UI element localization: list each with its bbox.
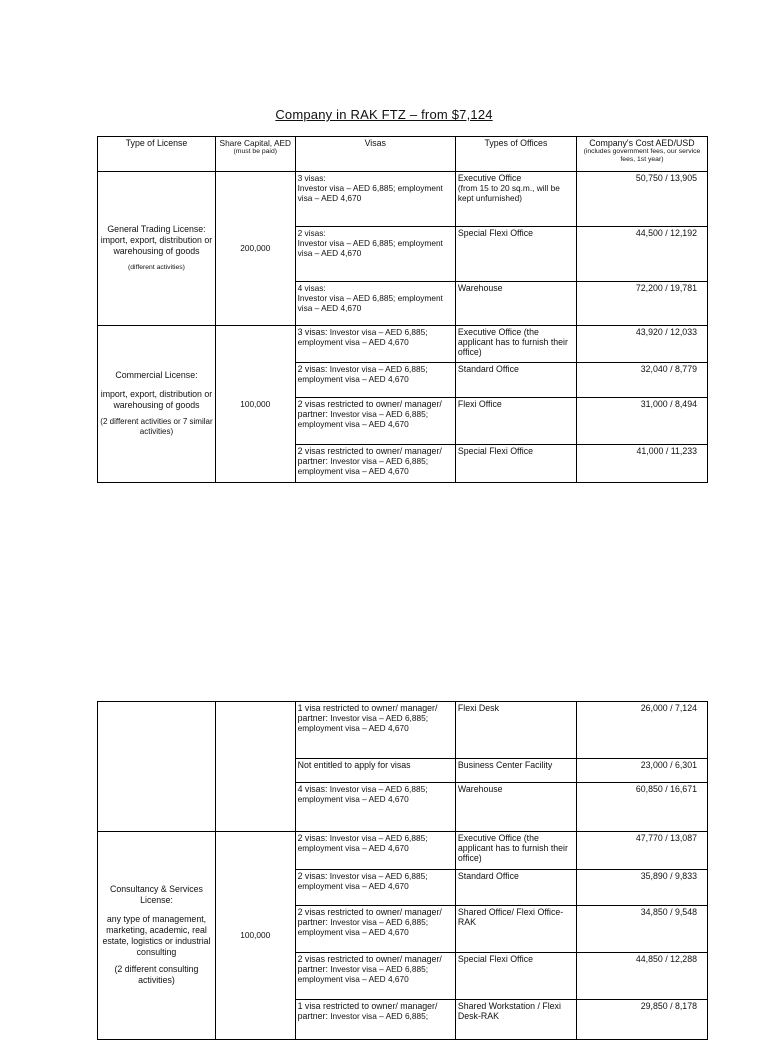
visa-detail: Investor visa – AED 6,885; employment visa – AED 4,670 (297, 293, 443, 313)
license-consultancy-note: (2 different consulting activities) (114, 964, 199, 985)
pricing-table-1 (97, 136, 708, 483)
visa-detail: Investor visa – AED 6,885; employment visa – AED 4,670 (297, 364, 428, 384)
header-cost-note: (includes government fees, our service fees, 1st year) (583, 148, 701, 163)
license-consultancy (98, 832, 216, 1040)
header-share-capital (215, 137, 295, 172)
visa-lead: 2 visas: (297, 364, 328, 374)
visa-detail: Investor visa – AED 6,885; employment visa – AED 4,670 (297, 833, 428, 853)
office-cell (455, 227, 576, 282)
cost-cell: 41,000 / 11,233 (576, 445, 707, 483)
visa-lead: 2 visas restricted to owner/ manager/ partner: (297, 446, 442, 466)
office-cell: Warehouse (455, 783, 576, 832)
office-cell: Flexi Office (455, 398, 576, 445)
license-commercial-note: (2 different activities or 7 similar activities) (100, 417, 213, 436)
share-capital-general-trading: 200,000 (215, 172, 295, 326)
visa-detail: Investor visa – AED 6,885; employment visa – AED 4,670 (297, 784, 428, 804)
visa-cell (295, 783, 455, 832)
header-row (98, 137, 708, 172)
license-consultancy-title: Consultancy & Services License: (110, 884, 203, 905)
visa-lead: 4 visas: (297, 784, 328, 794)
office-cell (455, 282, 576, 326)
visa-cell: Not entitled to apply for visas (295, 759, 455, 783)
office-cell: Special Flexi Office (455, 953, 576, 1000)
share-capital-blank (215, 702, 295, 832)
cost-cell: 50,750 / 13,905 (576, 172, 707, 227)
cost-cell: 35,890 / 9,833 (576, 870, 707, 906)
cost-cell: 29,850 / 8,178 (576, 1000, 707, 1040)
visa-cell (295, 1000, 455, 1040)
visa-cell (295, 832, 455, 870)
cost-cell: 31,000 / 8,494 (576, 398, 707, 445)
visa-lead: 2 visas restricted to owner/ manager/ partner: (297, 907, 442, 927)
cost-cell: 23,000 / 6,301 (576, 759, 707, 783)
header-visas: Visas (295, 137, 455, 172)
office-cell: Shared Workstation / Flexi Desk-RAK (455, 1000, 576, 1040)
visa-cell (295, 398, 455, 445)
license-commercial-title: Commercial License: (115, 370, 198, 380)
visa-cell (295, 363, 455, 398)
cost-cell: 44,850 / 12,288 (576, 953, 707, 1000)
visa-lead: 2 visas: (297, 871, 328, 881)
cost-cell: 32,040 / 8,779 (576, 363, 707, 398)
visa-cell (295, 906, 455, 953)
table-row (98, 702, 708, 759)
header-type-of-license: Type of License (98, 137, 216, 172)
share-capital-consultancy: 100,000 (215, 832, 295, 1040)
visa-cell (295, 326, 455, 363)
visa-lead: 2 visas restricted to owner/ manager/ partner: (297, 954, 442, 974)
office-name: Special Flexi Office (457, 228, 534, 238)
visa-detail: Investor visa – AED 6,885; employment visa – AED 4,670 (297, 183, 443, 203)
office-name: Warehouse (457, 283, 503, 293)
cost-cell: 47,770 / 13,087 (576, 832, 707, 870)
header-cost (576, 137, 707, 172)
cost-cell: 26,000 / 7,124 (576, 702, 707, 759)
visa-detail: Investor visa – AED 6,885; employment visa – AED 4,670 (297, 327, 428, 347)
table-row (98, 326, 708, 363)
visa-detail: Investor visa – AED 6,885; employment visa – AED 4,670 (297, 871, 428, 891)
table-row (98, 172, 708, 227)
visa-detail: Investor visa – AED 6,885; employment visa – AED 4,670 (297, 238, 443, 258)
cost-cell: 44,500 / 12,192 (576, 227, 707, 282)
office-cell (455, 172, 576, 227)
cost-cell: 72,200 / 19,781 (576, 282, 707, 326)
visa-cell (295, 870, 455, 906)
visa-detail: Investor visa – AED 6,885; (330, 1011, 429, 1021)
license-commercial-body: import, export, distribution or warehousing of goods (100, 389, 213, 410)
office-cell: Standard Office (455, 870, 576, 906)
visa-lead: 4 visas: (297, 283, 326, 293)
visa-lead: 1 visa restricted to owner/ manager/ partner: (297, 703, 438, 723)
office-cell: Special Flexi Office (455, 445, 576, 483)
office-cell: Shared Office/ Flexi Office-RAK (455, 906, 576, 953)
visa-detail: Investor visa – AED 6,885; employment visa – AED 4,670 (297, 917, 429, 937)
visa-cell (295, 227, 455, 282)
table-row (98, 832, 708, 870)
share-capital-commercial: 100,000 (215, 326, 295, 483)
visa-lead: 2 visas: (297, 228, 326, 238)
visa-cell (295, 445, 455, 483)
office-cell: Executive Office (the applicant has to furnish their office) (455, 326, 576, 363)
visa-cell (295, 953, 455, 1000)
office-cell: Flexi Desk (455, 702, 576, 759)
office-cell: Executive Office (the applicant has to furnish their office) (455, 832, 576, 870)
license-commercial (98, 326, 216, 483)
cost-cell: 60,850 / 16,671 (576, 783, 707, 832)
license-general-trading (98, 172, 216, 326)
visa-detail: Investor visa – AED 6,885; employment visa – AED 4,670 (297, 964, 429, 984)
pricing-table-2 (97, 701, 708, 1040)
visa-detail: Investor visa – AED 6,885; employment visa – AED 4,670 (297, 713, 429, 733)
page-title: Company in RAK FTZ – from $7,124 (275, 107, 493, 122)
office-name: Executive Office (457, 173, 522, 183)
cost-cell: 34,850 / 9,548 (576, 906, 707, 953)
office-note: (from 15 to 20 sq.m., will be kept unfurnished) (457, 183, 560, 203)
license-blank (98, 702, 216, 832)
license-consultancy-body: any type of management, marketing, academic, real estate, logistics or industrial consulting (102, 914, 211, 957)
license-general-trading-text: General Trading License: import, export, distribution or warehousing of goods (100, 224, 213, 256)
visa-detail: Investor visa – AED 6,885; employment visa – AED 4,670 (297, 456, 429, 476)
visa-cell (295, 702, 455, 759)
visa-lead: 3 visas: (297, 173, 326, 183)
visa-lead: 2 visas: (297, 833, 328, 843)
visa-lead: 3 visas: (297, 327, 328, 337)
cost-cell: 43,920 / 12,033 (576, 326, 707, 363)
header-types-of-offices: Types of Offices (455, 137, 576, 172)
office-cell: Standard Office (455, 363, 576, 398)
license-general-trading-note: (different activities) (128, 264, 185, 271)
visa-lead: 1 visa restricted to owner/ manager/ partner: (297, 1001, 438, 1021)
header-share-capital-note: (must be paid) (233, 148, 277, 155)
office-cell: Business Center Facility (455, 759, 576, 783)
visa-cell (295, 172, 455, 227)
visa-detail: Investor visa – AED 6,885; employment visa – AED 4,670 (297, 409, 429, 429)
header-share-capital-label: Share Capital, AED (219, 138, 292, 148)
visa-cell (295, 282, 455, 326)
header-cost-label: Company's Cost AED/USD (589, 138, 695, 148)
visa-lead: 2 visas restricted to owner/ manager/ partner: (297, 399, 442, 419)
